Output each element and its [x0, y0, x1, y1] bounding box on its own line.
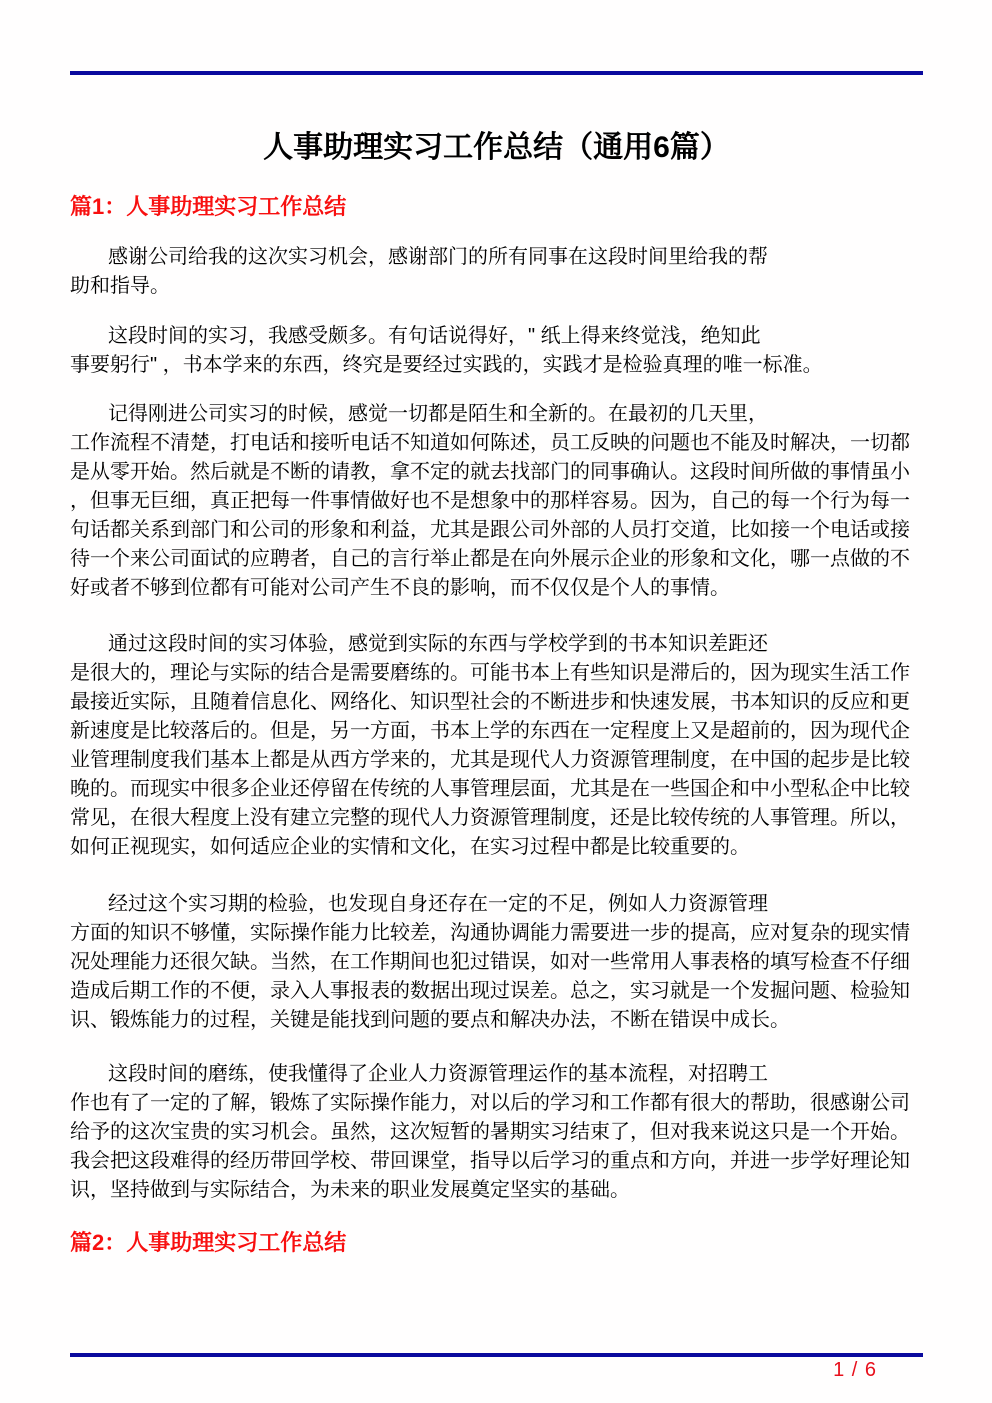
text-line: 待一个来公司面试的应聘者，自己的言行举止都是在向外展示企业的形象和文化，哪一点做的不: [70, 548, 910, 570]
text-line: 我会把这段难得的经历带回学校、带回课堂，指导以后学习的重点和方向，并进一步学好理论知: [70, 1150, 910, 1172]
paragraph-6: [70, 1060, 923, 1205]
text-line: 这段时间的磨练，使我懂得了企业人力资源管理运作的基本流程，对招聘工: [108, 1063, 768, 1085]
text-line: 识、锻炼能力的过程，关键是能找到问题的要点和解决办法，不断在错误中成长。: [70, 1009, 790, 1031]
text-line: 记得刚进公司实习的时候，感觉一切都是陌生和全新的。在最初的几天里，: [108, 403, 768, 425]
text-line: 通过这段时间的实习体验，感觉到实际的东西与学校学到的书本知识差距还: [108, 633, 768, 655]
section-1-heading: 篇1：人事助理实习工作总结: [70, 194, 347, 219]
text-line: 事要躬行" ，书本学来的东西，终究是要经过实践的，实践才是检验真理的唯一标准。: [70, 354, 823, 376]
text-line: 如何正视现实，如何适应企业的实情和文化，在实习过程中都是比较重要的。: [70, 836, 750, 858]
paragraph-1: [70, 243, 923, 301]
text-line: 造成后期工作的不便，录入人事报表的数据出现过误差。总之，实习就是一个发掘问题、检验知: [70, 980, 910, 1002]
text-line: 工作流程不清楚，打电话和接听电话不知道如何陈述，员工反映的问题也不能及时解决，一切都: [70, 432, 910, 454]
document-title: 人事助理实习工作总结（通用6篇）: [263, 131, 730, 164]
text-line: 给予的这次宝贵的实习机会。虽然，这次短暂的暑期实习结束了，但对我来说这只是一个开始。: [70, 1121, 910, 1143]
bottom-divider-line: [70, 1353, 923, 1357]
section-2-heading: 篇2：人事助理实习工作总结: [70, 1230, 347, 1255]
text-line: 感谢公司给我的这次实习机会，感谢部门的所有同事在这段时间里给我的帮: [108, 246, 768, 268]
text-line: 业管理制度我们基本上都是从西方学来的，尤其是现代人力资源管理制度，在中国的起步是比较: [70, 749, 910, 771]
document-content: [70, 0, 923, 1256]
text-line: 识，坚持做到与实际结合，为未来的职业发展奠定坚实的基础。: [70, 1179, 630, 1201]
paragraph-2: [70, 322, 923, 380]
text-line: 最接近实际，且随着信息化、网络化、知识型社会的不断进步和快速发展，书本知识的反应和更: [70, 691, 910, 713]
text-line: 常见，在很大程度上没有建立完整的现代人力资源管理制度，还是比较传统的人事管理。所以，: [70, 807, 910, 829]
text-line: 新速度是比较落后的。但是，另一方面，书本上学的东西在一定程度上又是超前的，因为现代企: [70, 720, 910, 742]
text-line: 助和指导。: [70, 275, 170, 297]
text-line: ，但事无巨细，真正把每一件事情做好也不是想象中的那样容易。因为，自己的每一个行为每一: [70, 490, 910, 512]
text-line: 经过这个实习期的检验，也发现自身还存在一定的不足，例如人力资源管理: [108, 893, 768, 915]
text-line: 好或者不够到位都有可能对公司产生不良的影响，而不仅仅是个人的事情。: [70, 577, 730, 599]
text-line: 方面的知识不够懂，实际操作能力比较差，沟通协调能力需要进一步的提高，应对复杂的现实情: [70, 922, 910, 944]
text-line: 句话都关系到部门和公司的形象和利益，尤其是跟公司外部的人员打交道，比如接一个电话或接: [70, 519, 910, 541]
paragraph-4: [70, 630, 923, 862]
text-line: 是很大的，理论与实际的结合是需要磨练的。可能书本上有些知识是滞后的，因为现实生活工作: [70, 662, 910, 684]
paragraph-3: [70, 400, 923, 603]
text-line: 这段时间的实习，我感受颇多。有句话说得好，" 纸上得来终觉浅，绝知此: [108, 325, 761, 347]
page-number: 1 / 6: [833, 1359, 877, 1381]
text-line: 是从零开始。然后就是不断的请教，拿不定的就去找部门的同事确认。这段时间所做的事情虽小: [70, 461, 910, 483]
paragraph-5: [70, 890, 923, 1035]
text-line: 作也有了一定的了解，锻炼了实际操作能力，对以后的学习和工作都有很大的帮助，很感谢公司: [70, 1092, 910, 1114]
text-line: 况处理能力还很欠缺。当然，在工作期间也犯过错误，如对一些常用人事表格的填写检查不仔细: [70, 951, 910, 973]
text-line: 晚的。而现实中很多企业还停留在传统的人事管理层面，尤其是在一些国企和中小型私企中比较: [70, 778, 910, 800]
